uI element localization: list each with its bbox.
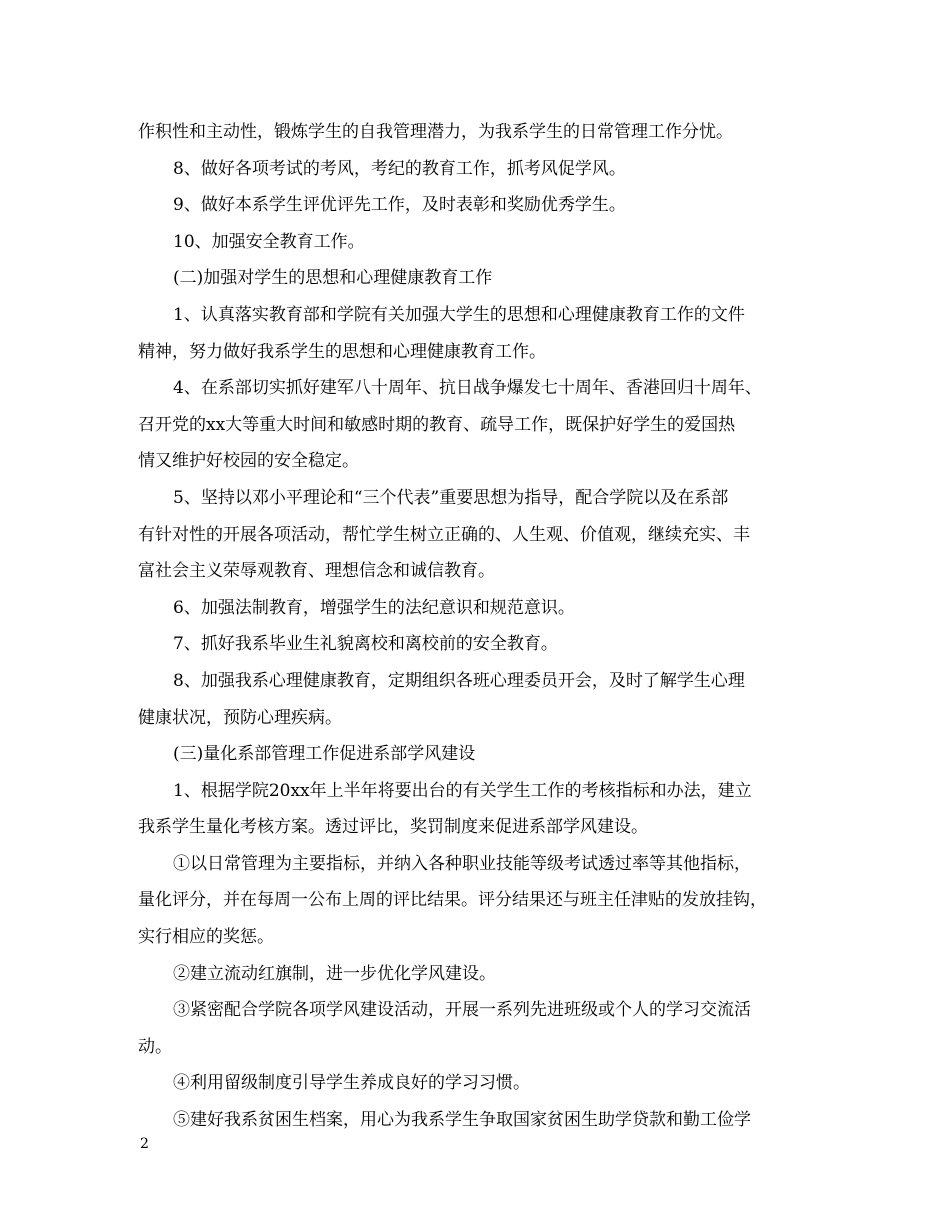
text-line: 富社会主义荣辱观教育、理想信念和诚信教育。 [138,561,495,582]
text-line: 8、加强我系心理健康教育，定期组织各班心理委员开会，及时了解学生心理 [173,670,745,691]
text-line: 召开党的xx大等重大时间和敏感时期的教育、疏导工作，既保护好学生的爱国热 [138,414,736,435]
text-line: 我系学生量化考核方案。透过评比，奖罚制度来促进系部学风建设。 [138,817,648,838]
text-line: 情又维护好校园的安全稳定。 [138,451,359,472]
text-line: 5、坚持以邓小平理论和“三个代表”重要思想为指导，配合学院以及在系部 [173,487,729,508]
text-line: (三)量化系部管理工作促进系部学风建设 [173,744,476,765]
text-line: 8、做好各项考试的考风，考纪的教育工作，抓考风促学风。 [173,158,626,179]
text-line: 量化评分，并在每周一公布上周的评比结果。评分结果还与班主任津贴的发放挂钩， [138,890,767,911]
text-line: ②建立流动红旗制，进一步优化学风建设。 [173,963,496,984]
text-line: (二)加强对学生的思想和心理健康教育工作 [173,268,493,289]
text-line: 健康状况，预防心理疾病。 [138,707,342,728]
text-line: 1、认真落实教育部和学院有关加强大学生的思想和心理健康教育工作的文件 [173,304,745,325]
text-line: ③紧密配合学院各项学风建设活动，开展一系列先进班级或个人的学习交流活 [173,1000,751,1021]
text-line: 4、在系部切实抓好建军八十周年、抗日战争爆发七十周年、香港回归十周年、 [173,378,762,399]
text-line: 作积性和主动性，锻炼学生的自我管理潜力，为我系学生的日常管理工作分忧。 [138,122,733,142]
text-line: 精神，努力做好我系学生的思想和心理健康教育工作。 [138,341,546,362]
text-line: 6、加强法制教育，增强学生的法纪意识和规范意识。 [173,597,575,618]
text-line: ⑤建好我系贫困生档案，用心为我系学生争取国家贫困生助学贷款和勤工俭学 [173,1110,751,1131]
text-line: ①以日常管理为主要指标，并纳入各种职业技能等级考试透过率等其他指标， [173,853,751,874]
page-number: 2 [140,1136,149,1152]
text-line: 10、加强安全教育工作。 [173,231,365,252]
document-body [138,114,828,1139]
text-line: 实行相应的奖惩。 [138,927,274,948]
text-line: 有针对性的开展各项活动，帮忙学生树立正确的、人生观、价值观，继续充实、丰 [138,524,750,545]
text-line: 1、根据学院20xx年上半年将要出台的有关学生工作的考核指标和办法，建立 [173,780,752,801]
text-line: 动。 [138,1036,172,1057]
text-line: 9、做好本系学生评优评先工作，及时表彰和奖励优秀学生。 [173,195,626,216]
text-line: ④利用留级制度引导学生养成良好的学习习惯。 [173,1073,530,1094]
text-line: 7、抓好我系毕业生礼貌离校和离校前的安全教育。 [173,634,558,655]
